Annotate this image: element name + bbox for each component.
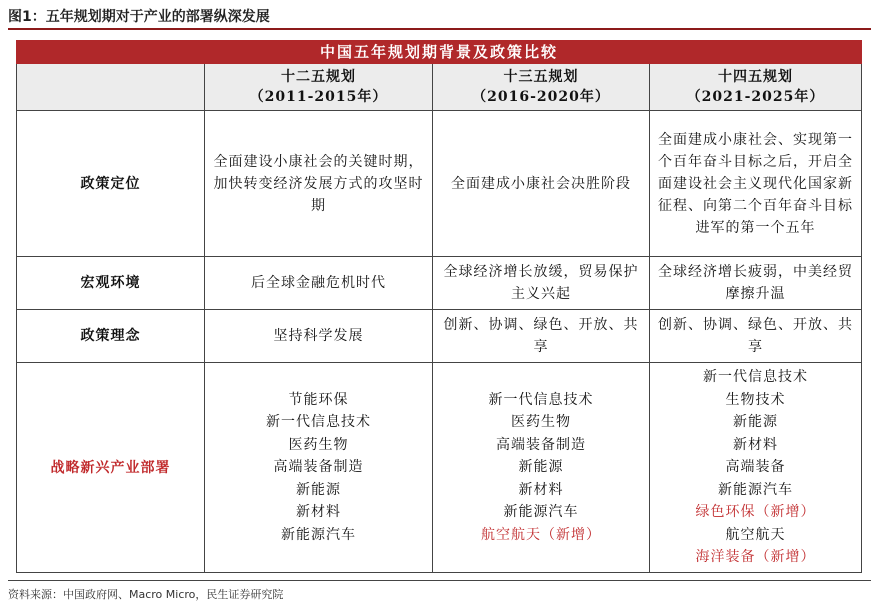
title-rule	[8, 28, 871, 30]
band-row	[17, 41, 862, 64]
row-label-industries: 战略新兴产业部署	[17, 363, 205, 573]
industry-item: 新能源	[518, 459, 564, 476]
industry-item: 航空航天（新增）	[481, 526, 601, 543]
header-col-2-period: （2016-2020年）	[472, 89, 610, 105]
industry-item: 新材料	[733, 436, 778, 453]
industry-item: 新能源汽车	[503, 504, 579, 521]
industry-item: 新一代信息技术	[703, 369, 808, 386]
row-label-philosophy: 政策理念	[17, 310, 205, 363]
cell-macro-3: 全球经济增长疲弱，中美经贸摩擦升温	[650, 257, 862, 310]
industry-item: 医药生物	[288, 436, 349, 453]
industry-item: 高端装备制造	[273, 459, 364, 476]
cell-industries-3	[650, 363, 862, 573]
header-row	[17, 64, 862, 111]
comparison-table	[16, 40, 862, 573]
cell-philosophy-2: 创新、协调、绿色、开放、共享	[433, 310, 650, 363]
header-col-2-name: 十三五规划	[503, 69, 579, 85]
cell-macro-2: 全球经济增长放缓，贸易保护主义兴起	[433, 257, 650, 310]
cell-philosophy-1: 坚持科学发展	[205, 310, 433, 363]
cell-positioning-2: 全面建成小康社会决胜阶段	[433, 111, 650, 257]
industry-item: 新能源	[733, 414, 778, 431]
industry-item: 新一代信息技术	[488, 391, 594, 408]
industry-item: 新能源	[296, 481, 341, 498]
header-col-1-name: 十二五规划	[281, 69, 356, 85]
row-philosophy	[17, 310, 862, 363]
header-col-3-name: 十四五规划	[718, 69, 793, 85]
row-label-macro: 宏观环境	[17, 257, 205, 310]
header-col-3-period: （2021-2025年）	[686, 89, 825, 105]
industry-item: 新材料	[296, 504, 341, 521]
cell-positioning-1: 全面建设小康社会的关键时期，加快转变经济发展方式的攻坚时期	[205, 111, 433, 257]
industry-item: 航空航天	[725, 526, 786, 543]
cell-positioning-3: 全面建成小康社会、实现第一个百年奋斗目标之后，开启全面建设社会主义现代化国家新征程、向第二个百年奋斗目标进军的第一个五年	[650, 111, 862, 257]
cell-industries-1	[205, 363, 433, 573]
header-col-1	[205, 64, 433, 111]
cell-philosophy-3: 创新、协调、绿色、开放、共享	[650, 310, 862, 363]
row-macro	[17, 257, 862, 310]
industry-item: 新一代信息技术	[266, 414, 371, 431]
cell-macro-1: 后全球金融危机时代	[205, 257, 433, 310]
cell-industries-2	[433, 363, 650, 573]
source-note: 资料来源：中国政府网、Macro Micro，民生证券研究院	[8, 588, 284, 601]
industry-item: 高端装备制造	[496, 436, 586, 453]
industry-item: 新能源汽车	[718, 481, 793, 498]
header-col-1-period: （2011-2015年）	[249, 89, 388, 105]
row-positioning	[17, 111, 862, 257]
industry-item: 新材料	[518, 481, 564, 498]
industry-item: 节能环保	[288, 391, 349, 408]
source-rule	[8, 580, 871, 581]
industry-item: 海洋装备（新增）	[695, 549, 816, 566]
industry-item: 医药生物	[511, 414, 571, 431]
industry-item: 新能源汽车	[281, 526, 356, 543]
header-col-3	[650, 64, 862, 111]
row-label-positioning: 政策定位	[17, 111, 205, 257]
figure-title: 图1：五年规划期对于产业的部署纵深发展	[8, 9, 270, 25]
industry-item: 生物技术	[725, 391, 786, 408]
industry-item: 绿色环保（新增）	[695, 504, 816, 521]
header-col-2	[433, 64, 650, 111]
band-title: 中国五年规划期背景及政策比较	[17, 41, 862, 64]
industry-item: 高端装备	[725, 459, 786, 476]
row-industries	[17, 363, 862, 573]
header-corner	[17, 64, 205, 111]
